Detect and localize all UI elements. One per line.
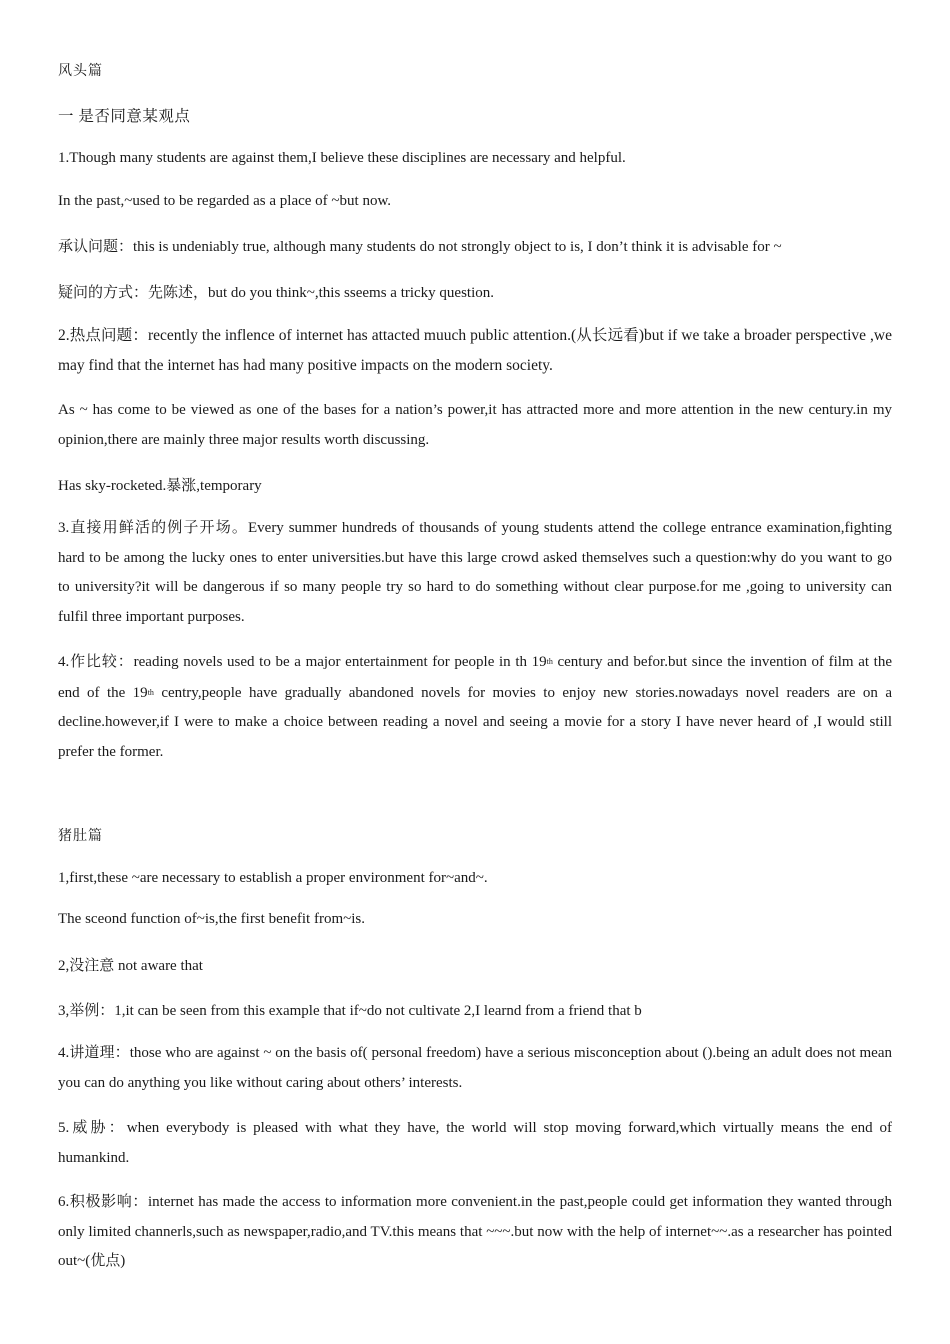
paragraph-text: 4.作比较：reading novels used to be a major entertainment for people in th 19 — [58, 654, 547, 670]
text-line: Has sky-rocketed.暴涨,temporary — [58, 478, 262, 494]
paragraph-vivid-example: 3.直接用鲜活的例子开场。Every summer hundreds of thousands of young students attend the college entrance examination,fighting hard to be among the lucky ones to enter universities.but have this large crowd asked themselves such a question:why do you want to go to university?it will be dangerous if so many people try so hard to do something without clear purpose.for me ,going to university can fulfil three important purposes. — [58, 520, 892, 625]
paragraph-text: centry,people have gradually abandoned novels for movies to enjoy new stories.nowadays novel readers are on a decline.however,if I were to make a choice between reading a novel and seeing a movie for a story I have never heard of ,I would still prefer the former. — [58, 684, 892, 760]
paragraph-reasoning: 4.讲道理：those who are against ~ on the basis of( personal freedom) have a serious misconception about ().being an adult does not mean you can do anything you like without caring about others’ interests. — [58, 1045, 892, 1091]
text-line: 2,没注意 not aware that — [58, 958, 203, 974]
section-title-fengtou: 风头篇 — [58, 64, 103, 79]
section-subtitle: 一 是否同意某观点 — [58, 108, 191, 125]
paragraph-hot-topic: 2.热点问题：recently the inflence of internet has attacted muuch public attention.(从长远看)but if we take a broader perspective ,we may find that the internet has had many positive impacts on the modern society. — [58, 327, 892, 374]
paragraph-threat: 5.威胁：when everybody is pleased with what they have, the world will stop moving forward,which virtually means the end of humankind. — [58, 1120, 892, 1166]
text-line: 承认问题：this is undeniably true, although many students do not strongly object to is, I don’t think it is advisable for ~ — [58, 239, 782, 255]
paragraph-positive-impact: 6.积极影响：internet has made the access to information more convenient.in the past,people could get information they wanted through only limited channerls,such as newspaper,radio,and TV.this means that ~~~.but now with the help of internet~~.as a researcher has pointed out~(优点) — [58, 1194, 892, 1269]
text-line: 1.Though many students are against them,I believe these disciplines are necessary and helpful. — [58, 150, 626, 166]
text-line: 疑问的方式：先陈述，but do you think~,this sseems a tricky question. — [58, 285, 495, 301]
superscript: th — [546, 657, 553, 666]
text-line: In the past,~used to be regarded as a place of ~but now. — [58, 193, 392, 209]
text-line: 1,first,these ~are necessary to establish a proper environment for~and~. — [58, 870, 488, 886]
text-line: 3,举例：1,it can be seen from this example that if~do not cultivate 2,I learnd from a friend that b — [58, 1003, 642, 1019]
paragraph-as: As ~ has come to be viewed as one of the bases for a nation’s power,it has attracted more and more attention in the new century.in my opinion,there are mainly three major results worth discussing. — [58, 402, 892, 448]
paragraph-comparison — [58, 647, 892, 767]
text-line: The sceond function of~is,the first benefit from~is. — [58, 911, 365, 927]
section-title-zhudu: 猪肚篇 — [58, 829, 103, 844]
superscript: th — [147, 687, 154, 697]
paragraph-text: century and befor.but since the invention of film at the end of the 19 — [58, 654, 892, 701]
